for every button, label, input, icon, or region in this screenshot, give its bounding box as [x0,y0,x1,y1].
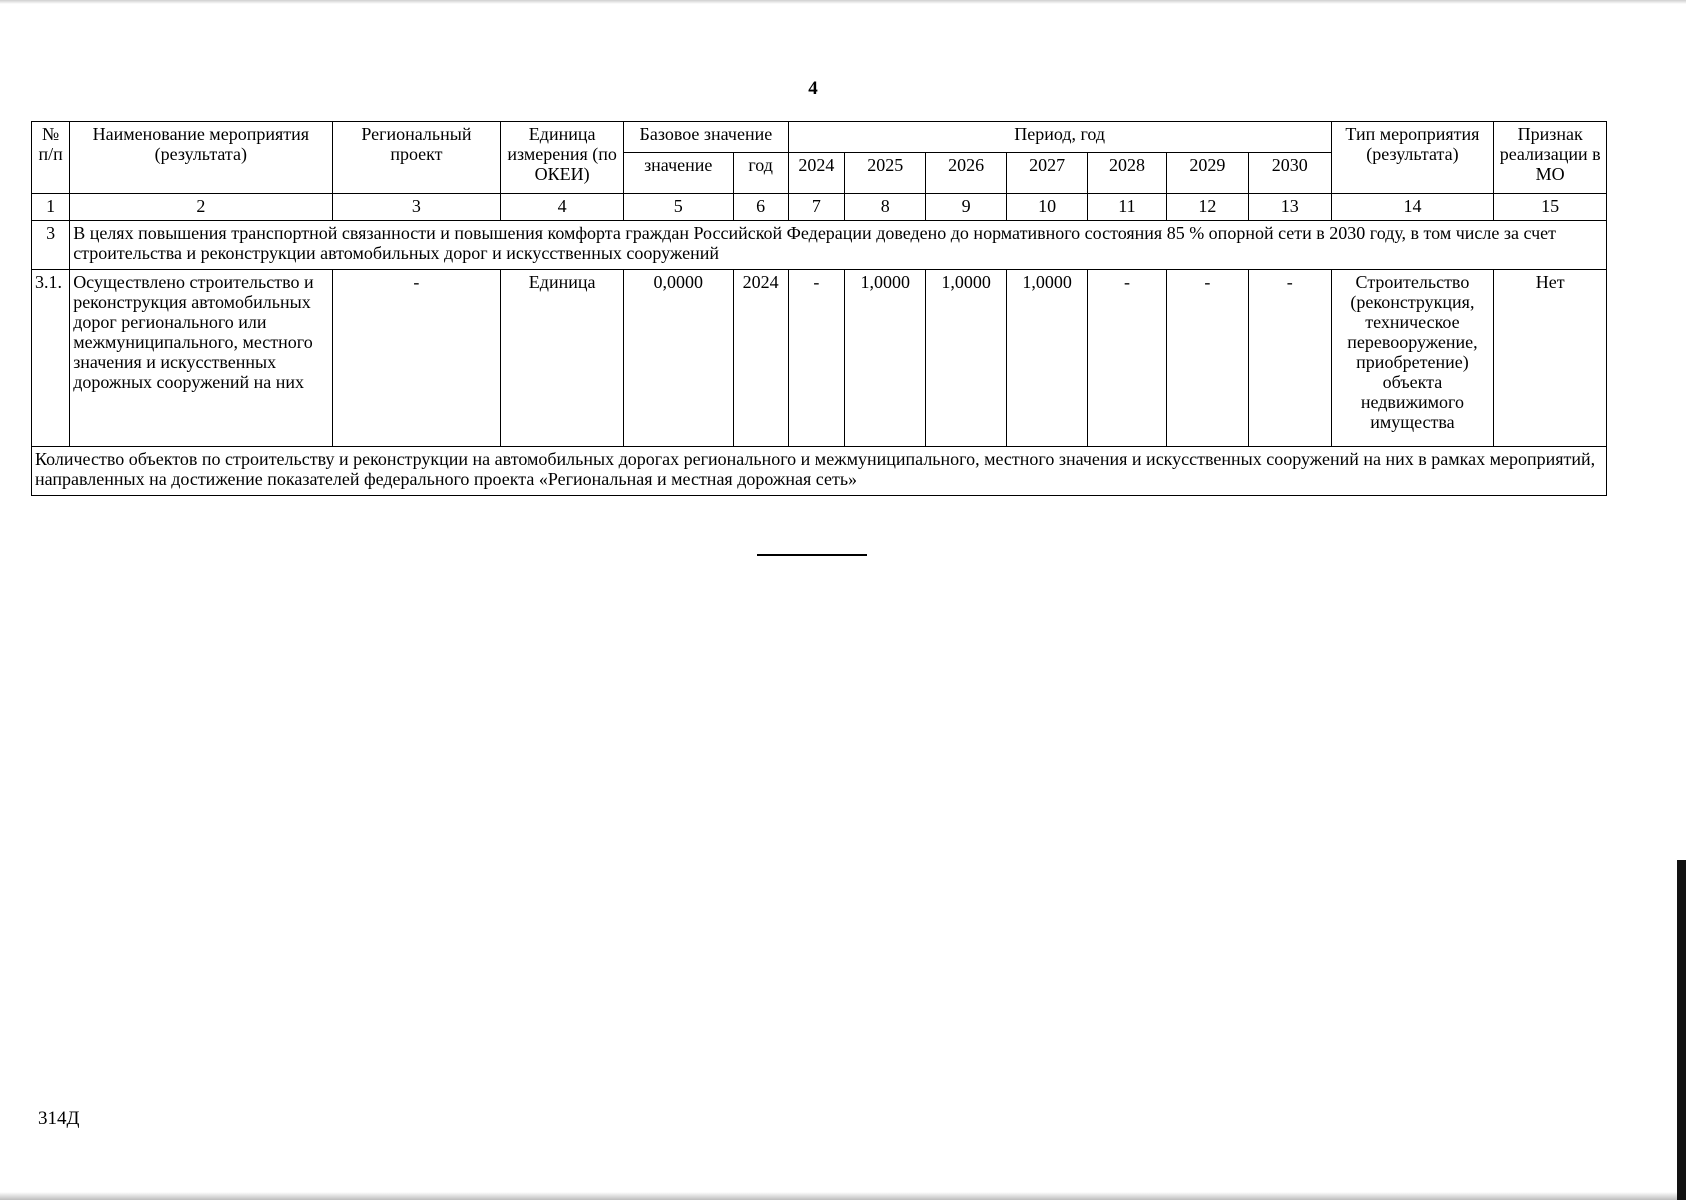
header-year-2026: 2026 [926,153,1006,194]
column-number: 15 [1494,194,1607,221]
header-period-group: Период, год [788,122,1331,153]
header-base-year: год [733,153,788,194]
column-number: 3 [332,194,501,221]
row-base-year: 2024 [733,270,788,447]
row-project: - [332,270,501,447]
scan-edge-top [0,0,1686,4]
column-number: 12 [1166,194,1248,221]
column-number: 8 [845,194,926,221]
column-number-row [32,194,1607,221]
row-value-2027: 1,0000 [1006,270,1087,447]
scan-edge-right [1677,860,1686,1200]
row-num: 3.1. [32,270,70,447]
column-number: 11 [1088,194,1166,221]
column-number: 10 [1006,194,1087,221]
header-year-2024: 2024 [788,153,844,194]
header-num: № п/п [32,122,70,194]
row-value-2030: - [1249,270,1331,447]
header-base-value: значение [623,153,733,194]
document-code: 314Д [38,1108,80,1129]
section-num: 3 [32,221,70,270]
row-value-2028: - [1088,270,1166,447]
header-sign: Признак реализации в МО [1494,122,1607,194]
column-number: 4 [501,194,624,221]
header-unit: Единица измерения (по ОКЕИ) [501,122,624,194]
row-base-value: 0,0000 [623,270,733,447]
row-value-2026: 1,0000 [926,270,1006,447]
table-row [32,270,1607,447]
column-number: 7 [788,194,844,221]
column-number: 14 [1331,194,1494,221]
section-text: В целях повышения транспортной связанности и повышения комфорта граждан Российской Федерации доведено до нормативного состояния 85 % опорной сети в 2030 году, в том числе за счет строительства и реконструкции автомобильных дорог и искусственных сооружений [70,221,1607,270]
header-year-2030: 2030 [1249,153,1331,194]
indicator-row [32,447,1607,496]
header-year-2028: 2028 [1088,153,1166,194]
header-year-2029: 2029 [1166,153,1248,194]
indicator-text: Количество объектов по строительству и реконструкции на автомобильных дорогах регионального и межмуниципального, местного значения и искусственных сооружений на них в рамках мероприятий, направленных на достижение показателей федерального проекта «Региональная и местная дорожная сеть» [32,447,1607,496]
section-row [32,221,1607,270]
header-year-2027: 2027 [1006,153,1087,194]
row-value-2024: - [788,270,844,447]
activities-table [31,121,1607,496]
end-of-document-line [757,554,867,556]
header-row-1 [32,122,1607,153]
row-unit: Единица [501,270,624,447]
row-sign: Нет [1494,270,1607,447]
column-number: 5 [623,194,733,221]
header-project: Региональный проект [332,122,501,194]
column-number: 6 [733,194,788,221]
row-name: Осуществлено строительство и реконструкция автомобильных дорог регионального или межмуниципального, местного значения и искусственных дорожных сооружений на них [70,270,332,447]
header-type: Тип мероприятия (результата) [1331,122,1494,194]
header-year-2025: 2025 [845,153,926,194]
column-number: 13 [1249,194,1331,221]
row-type: Строительство (реконструкция, техническое перевооружение, приобретение) объекта недвижимого имущества [1331,270,1494,447]
scan-edge-bottom [0,1192,1686,1200]
column-number: 1 [32,194,70,221]
header-name: Наименование мероприятия (результата) [70,122,332,194]
column-number: 9 [926,194,1006,221]
header-base-group: Базовое значение [623,122,788,153]
row-value-2029: - [1166,270,1248,447]
row-value-2025: 1,0000 [845,270,926,447]
column-number: 2 [70,194,332,221]
page-number: 4 [808,78,818,99]
